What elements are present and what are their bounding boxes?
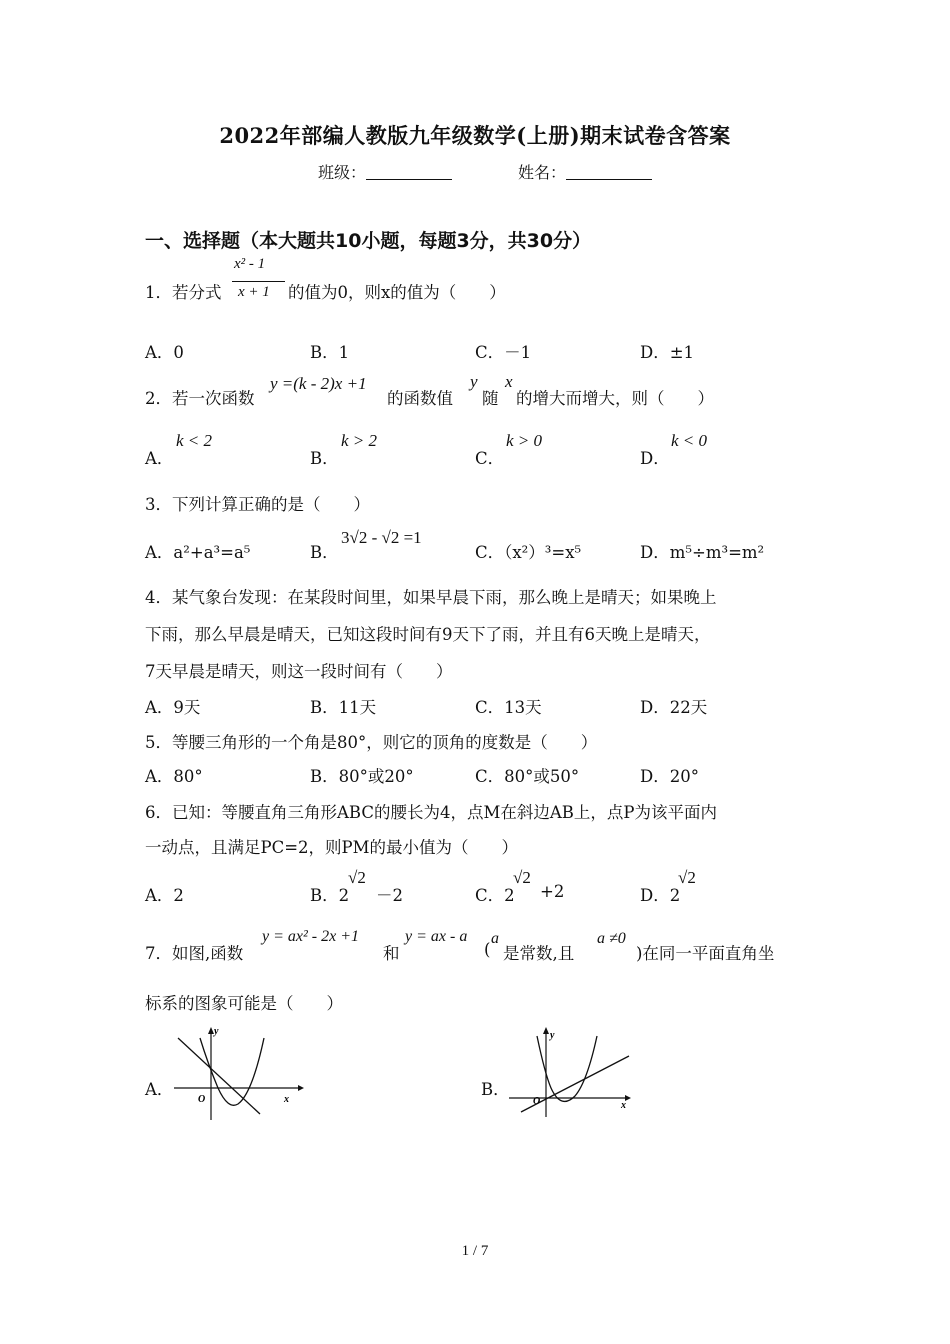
q2-expression: y =(k - 2)x +1 <box>270 374 367 393</box>
q7-paren-open: ( <box>484 940 491 959</box>
q3-option-b: B． <box>310 543 339 562</box>
q5-option-c: C．80°或50° <box>475 767 580 786</box>
q4-line1: 4．某气象台发现：在某段时间里，如果早晨下雨，那么晚上是晴天；如果晚上 <box>145 588 717 607</box>
q6-option-c-radical: √2 <box>513 868 531 887</box>
class-blank <box>366 165 452 180</box>
q2-option-b-math: k > 2 <box>341 431 378 450</box>
q4-line2: 下雨，那么早晨是晴天，已知这段时间有9天下了雨，并且有6天晚上是晴天， <box>145 625 711 644</box>
q7-expression-1: y = ax² - 2x +1 <box>262 928 360 945</box>
q2-suffix: 的增大而增大，则（ ） <box>516 389 714 408</box>
q6-option-d: D．2 <box>640 886 681 905</box>
q7-mid2: 是常数,且 <box>503 944 575 963</box>
q7-expression-2: y = ax - a <box>405 928 468 945</box>
q2-option-a-math: k < 2 <box>176 431 213 450</box>
q7-suffix: )在同一平面直角坐 <box>636 944 775 963</box>
q7-var-a: a <box>491 930 499 947</box>
q1-prefix: 1．若分式 <box>145 283 222 302</box>
q6-option-b-radical: √2 <box>348 868 366 887</box>
q5-option-d: D．20° <box>640 767 699 786</box>
class-field <box>318 160 452 183</box>
q1-suffix: 的值为0，则x的值为（ ） <box>288 283 506 302</box>
q1-frac-numerator: x² - 1 <box>234 256 266 272</box>
q7-option-b-graph <box>505 1024 640 1119</box>
q7-mid: 和 <box>383 944 400 963</box>
origin-label: O <box>198 1094 206 1105</box>
q1-frac-line <box>232 281 285 282</box>
q2-var-x: x <box>505 372 513 391</box>
q2-mid2: 随 <box>482 389 499 408</box>
q6-option-b-tail: －2 <box>376 886 403 905</box>
x-axis-label: x <box>284 1094 289 1105</box>
q2-mid1: 的函数值 <box>387 389 453 408</box>
q7-option-b-label: B． <box>481 1080 510 1099</box>
q5-text: 5．等腰三角形的一个角是80°，则它的顶角的度数是（ ） <box>145 733 598 752</box>
origin-label: O <box>533 1096 541 1107</box>
x-axis-arrow <box>298 1085 304 1091</box>
q3-option-a: A．a²+a³=a⁵ <box>145 543 251 562</box>
q5-option-b: B．80°或20° <box>310 767 414 786</box>
line-graph <box>178 1038 260 1114</box>
q3-option-d: D．m⁵÷m³=m² <box>640 543 765 562</box>
q7-line2: 标系的图象可能是（ ） <box>145 994 343 1013</box>
q4-line3: 7天早晨是晴天，则这一段时间有（ ） <box>145 662 453 681</box>
q5-option-a: A．80° <box>145 767 203 786</box>
q6-line2: 一动点，且满足PC=2，则PM的最小值为（ ） <box>145 838 519 857</box>
q6-option-d-radical: √2 <box>678 868 696 887</box>
q7-prefix: 7．如图,函数 <box>145 944 244 963</box>
q2-option-d: D． <box>640 449 670 468</box>
class-label: 班级： <box>318 163 367 182</box>
q3-option-b-math: 3√2 - √2 =1 <box>341 528 422 547</box>
q2-option-c-math: k > 0 <box>506 431 543 450</box>
q1-frac-denominator: x + 1 <box>238 284 270 300</box>
section-heading: 一、选择题（本大题共10小题，每题3分，共30分） <box>145 230 592 252</box>
q2-prefix: 2．若一次函数 <box>145 389 255 408</box>
q6-option-c-tail: +2 <box>540 882 565 901</box>
q7-option-a-graph <box>170 1024 305 1124</box>
q1-option-c: C．－1 <box>475 343 532 362</box>
q4-option-d: D．22天 <box>640 698 708 717</box>
q1-option-d: D．±1 <box>640 343 695 362</box>
y-axis-label: y <box>214 1026 219 1037</box>
q2-option-c: C． <box>475 449 505 468</box>
q6-option-c: C．2 <box>475 886 515 905</box>
q4-option-c: C．13天 <box>475 698 542 717</box>
q2-var-y: y <box>470 372 478 391</box>
q7-option-a-label: A． <box>145 1080 174 1099</box>
parabola-curve <box>200 1038 264 1105</box>
name-field <box>518 160 652 183</box>
page-title: 2022年部编人教版九年级数学(上册)期末试卷含答案 <box>219 123 731 148</box>
x-axis-label: x <box>621 1100 626 1111</box>
q3-text: 3．下列计算正确的是（ ） <box>145 495 370 514</box>
q1-option-b: B．1 <box>310 343 350 362</box>
y-axis-arrow <box>543 1027 549 1034</box>
page-number: 1 / 7 <box>461 1243 489 1259</box>
name-label: 姓名： <box>518 163 567 182</box>
y-axis-label: y <box>550 1030 555 1041</box>
q6-option-b: B．2 <box>310 886 350 905</box>
q2-option-d-math: k < 0 <box>671 431 708 450</box>
q1-option-a: A．0 <box>145 343 184 362</box>
q3-option-c: C．（x²）³=x⁵ <box>475 543 582 562</box>
q6-option-a: A．2 <box>145 886 184 905</box>
q2-option-b: B． <box>310 449 339 468</box>
name-blank <box>566 165 652 180</box>
q6-line1: 6．已知：等腰直角三角形ABC的腰长为4，点M在斜边AB上，点P为该平面内 <box>145 803 718 822</box>
q4-option-b: B．11天 <box>310 698 377 717</box>
q4-option-a: A．9天 <box>145 698 201 717</box>
q2-option-a: A． <box>145 449 174 468</box>
q7-expression-3: a ≠0 <box>597 930 626 947</box>
